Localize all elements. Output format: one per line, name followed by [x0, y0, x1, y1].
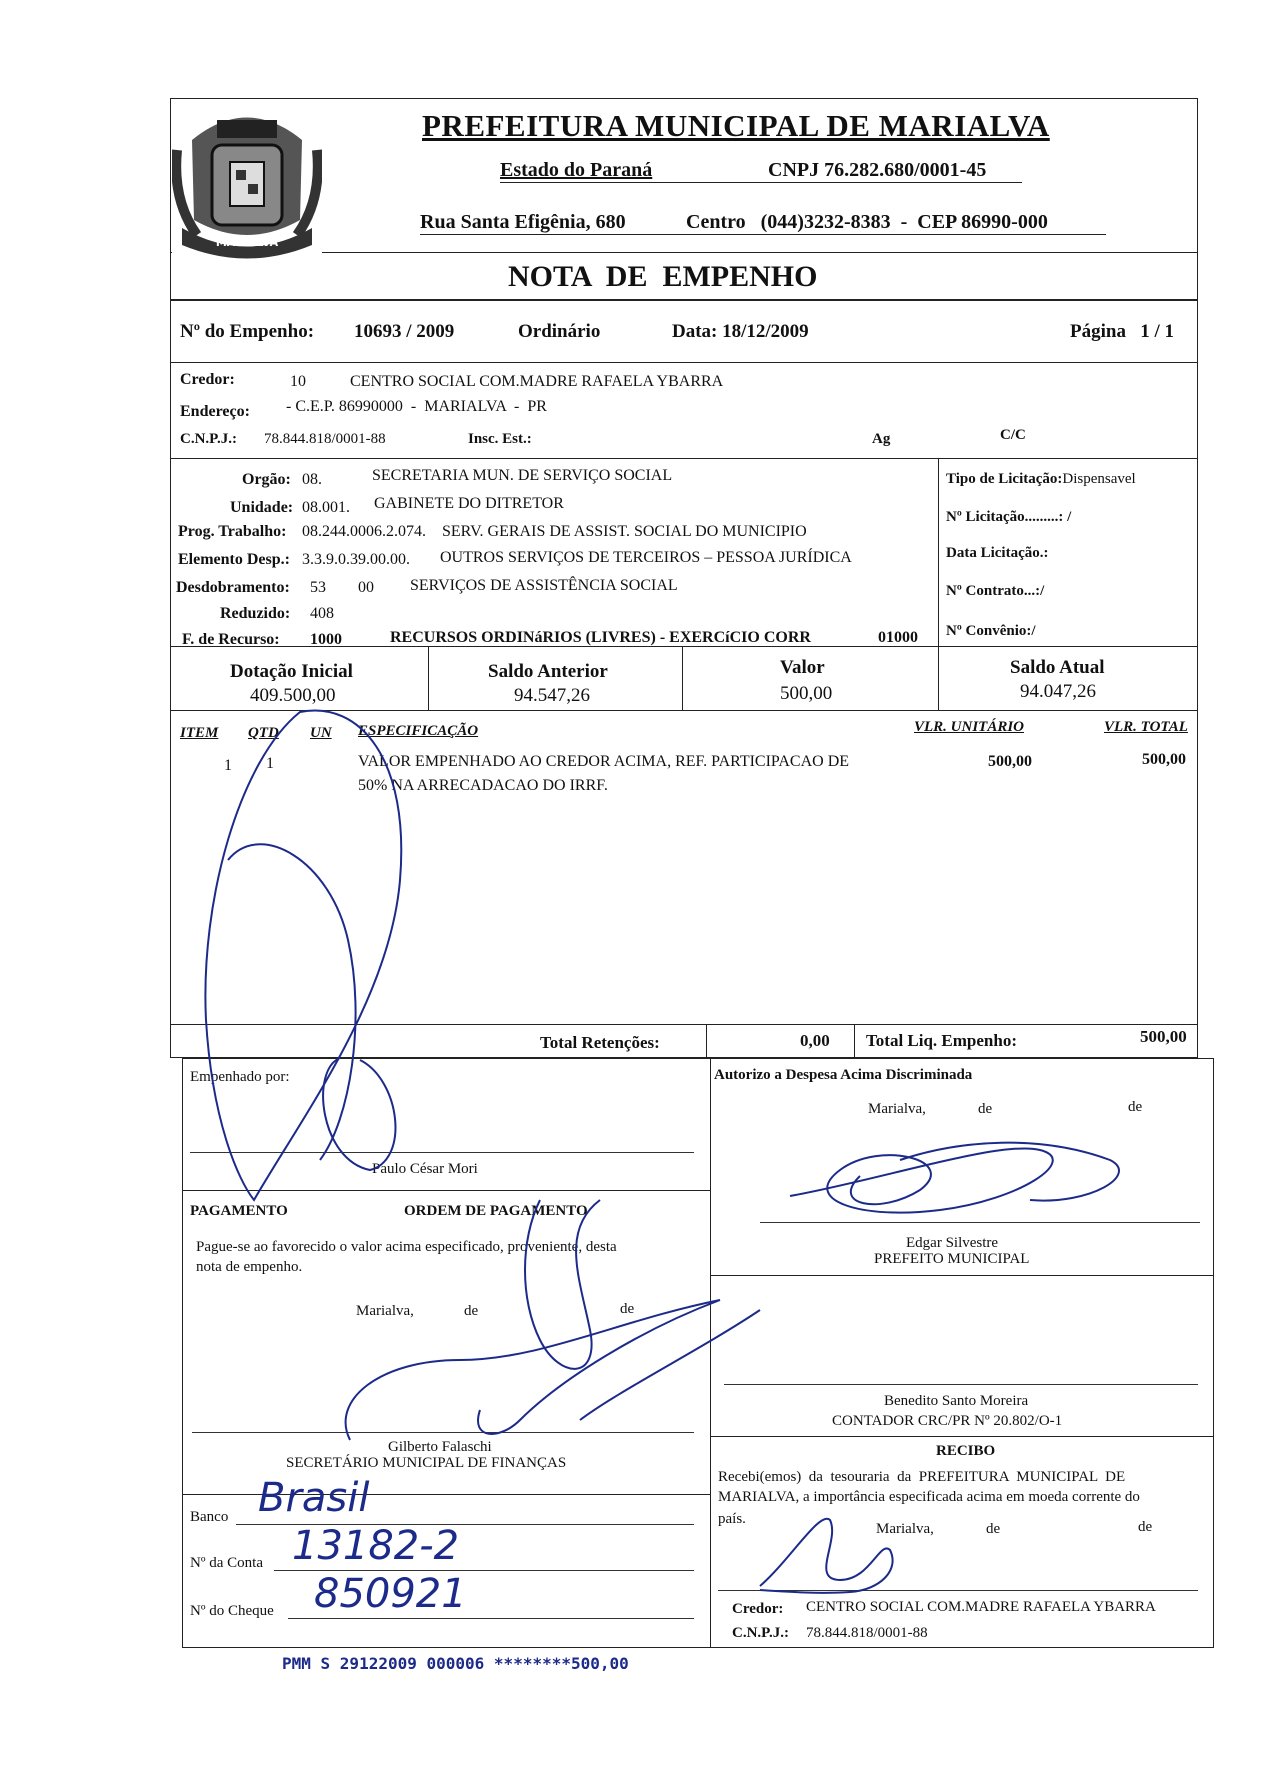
municipal-seal-icon [172, 100, 322, 260]
col-vlr-unitario: VLR. UNITÁRIO [914, 719, 1025, 735]
recibo-text-line1: Recebi(emos) da tesouraria da PREFEITURA MUNICIPAL DE [718, 1469, 1126, 1485]
recibo-text-line3: país. [718, 1511, 746, 1527]
prog-code: 08.244.0006.2.074. [302, 523, 426, 540]
recibo-text-line2: MARIALVA, a importância especificada acima em moeda corrente do [718, 1489, 1140, 1505]
signature-line [724, 1384, 1198, 1385]
recibo-title: RECIBO [936, 1443, 996, 1459]
footer-stamp: PMM S 29122009 000006 ********500,00 [282, 1654, 629, 1673]
licitacao-type-label: Tipo de Licitação:Dispensavel [946, 471, 1136, 487]
contrato-number: Nº Contrato...:/ [946, 583, 1045, 599]
ag-label: Ag [872, 431, 891, 447]
pagamento-de2: de [620, 1301, 635, 1317]
orgao-label: Orgão: [242, 471, 291, 488]
unidade-code: 08.001. [302, 499, 350, 516]
col-vlr-total: VLR. TOTAL [1104, 719, 1188, 735]
divider [938, 646, 939, 710]
elemento-label: Elemento Desp.: [178, 551, 290, 568]
address-label: Endereço: [180, 403, 250, 420]
header-contact: Centro (044)3232-8383 - CEP 86990-000 [686, 211, 1048, 233]
contador-role: CONTADOR CRC/PR Nº 20.802/O-1 [832, 1413, 1063, 1429]
divider [710, 1275, 1214, 1276]
credor-cnpj: 78.844.818/0001-88 [264, 431, 386, 447]
item-qtd: 1 [266, 755, 274, 772]
divider [428, 646, 429, 710]
divider [710, 1436, 1214, 1437]
divider [938, 458, 939, 646]
saldo-atual-label: Saldo Atual [1010, 657, 1105, 678]
reduzido-label: Reduzido: [220, 605, 291, 622]
recibo-cnpj: 78.844.818/0001-88 [806, 1625, 928, 1641]
saldo-anterior-label: Saldo Anterior [488, 661, 608, 682]
conta-value: 13182-2 [292, 1523, 460, 1569]
credor-label: Credor: [180, 371, 235, 388]
pagamento-de1: de [464, 1303, 479, 1319]
empenho-type: Ordinário [518, 321, 601, 342]
banco-value: Brasil [258, 1475, 370, 1521]
prefeito-name: Edgar Silvestre [906, 1235, 999, 1251]
dotacao-value: 409.500,00 [250, 685, 336, 706]
dotacao-label: Dotação Inicial [230, 661, 353, 682]
total-liq-label: Total Liq. Empenho: [866, 1031, 1017, 1050]
page-number: Página 1 / 1 [1070, 321, 1174, 342]
autorizo-city: Marialva, [868, 1101, 926, 1117]
recibo-cnpj-label: C.N.P.J.: [732, 1625, 789, 1641]
col-qtd: QTD [248, 725, 279, 741]
licitacao-number: Nº Licitação.........: / [946, 509, 1072, 525]
header-state: Estado do Paraná [500, 159, 653, 181]
empenhado-label: Empenhado por: [190, 1069, 290, 1085]
saldo-anterior-value: 94.547,26 [514, 685, 590, 706]
convenio-number: Nº Convênio:/ [946, 623, 1036, 639]
fonte-code: 1000 [310, 631, 342, 648]
divider [710, 1058, 711, 1648]
item-number: 1 [224, 757, 232, 774]
pagamento-text-line1: Pague-se ao favorecido o valor acima especificado, proveniente, desta [196, 1239, 617, 1255]
underline [420, 234, 1106, 235]
item-description-line2: 50% NA ARRECADACAO DO IRRF. [358, 777, 608, 794]
divider [170, 362, 1198, 363]
divider [170, 458, 1198, 459]
item-unit-value: 500,00 [988, 753, 1032, 770]
pagamento-city: Marialva, [356, 1303, 414, 1319]
col-especificacao: ESPECIFICAÇÃO [358, 723, 479, 739]
licitacao-date: Data Licitação.: [946, 545, 1049, 561]
cheque-value: 850921 [314, 1571, 467, 1617]
desdobramento-code: 53 [310, 579, 326, 596]
divider [182, 1190, 710, 1191]
doc-title: NOTA DE EMPENHO [508, 260, 818, 293]
valor-value: 500,00 [780, 683, 833, 704]
pagamento-label: PAGAMENTO [190, 1203, 288, 1219]
cc-label: C/C [1000, 427, 1026, 443]
cheque-label: Nº do Cheque [190, 1603, 274, 1619]
desdobramento-name: SERVIÇOS DE ASSISTÊNCIA SOCIAL [410, 577, 678, 594]
cheque-line [288, 1618, 694, 1619]
recibo-de1: de [986, 1521, 1001, 1537]
unidade-label: Unidade: [230, 499, 294, 516]
valor-label: Valor [780, 657, 825, 678]
insc-label: Insc. Est.: [468, 431, 532, 447]
autorizo-de1: de [978, 1101, 993, 1117]
total-retencoes-value: 0,00 [800, 1031, 830, 1050]
prog-label: Prog. Trabalho: [178, 523, 287, 540]
signature-line [190, 1152, 694, 1153]
header-cnpj: CNPJ 76.282.680/0001-45 [768, 159, 987, 181]
underline [500, 182, 1022, 183]
item-description-line1: VALOR EMPENHADO AO CREDOR ACIMA, REF. PARTICIPACAO DE [358, 753, 850, 770]
unidade-name: GABINETE DO DITRETOR [374, 495, 564, 512]
saldo-atual-value: 94.047,26 [1020, 681, 1096, 702]
recibo-credor-label: Credor: [732, 1601, 784, 1617]
banco-label: Banco [190, 1509, 229, 1525]
pagamento-text-line2: nota de empenho. [196, 1259, 303, 1275]
empenhado-name: Paulo César Mori [372, 1161, 478, 1177]
fonte-label: F. de Recurso: [182, 631, 280, 648]
elemento-name: OUTROS SERVIÇOS DE TERCEIROS – PESSOA JURÍDICA [440, 549, 852, 566]
contador-name: Benedito Santo Moreira [884, 1393, 1029, 1409]
recibo-de2: de [1138, 1519, 1153, 1535]
orgao-name: SECRETARIA MUN. DE SERVIÇO SOCIAL [372, 467, 673, 484]
fonte-name: RECURSOS ORDINáRIOS (LIVRES) - EXERCíCIO CORR [390, 629, 811, 646]
divider [682, 646, 683, 710]
secretario-name: Gilberto Falaschi [388, 1439, 492, 1455]
autorizo-de2: de [1128, 1099, 1143, 1115]
total-liq-value: 500,00 [1140, 1027, 1187, 1046]
header-title: PREFEITURA MUNICIPAL DE MARIALVA [422, 108, 1050, 143]
signature-line [192, 1432, 694, 1433]
empenho-number: 10693 / 2009 [354, 321, 455, 342]
empenho-number-label: Nº do Empenho: [180, 321, 315, 342]
ordem-pagamento-label: ORDEM DE PAGAMENTO [404, 1203, 588, 1219]
orgao-code: 08. [302, 471, 322, 488]
recibo-credor-name: CENTRO SOCIAL COM.MADRE RAFAELA YBARRA [806, 1599, 1156, 1615]
fonte-number: 01000 [878, 629, 918, 646]
item-total-value: 500,00 [1142, 751, 1186, 768]
header-divider [170, 252, 1198, 253]
recibo-city: Marialva, [876, 1521, 934, 1537]
header-address: Rua Santa Efigênia, 680 [420, 211, 626, 233]
total-retencoes-label: Total Retenções: [540, 1033, 660, 1052]
signature-line [718, 1590, 1198, 1591]
prefeito-role: PREFEITO MUNICIPAL [874, 1251, 1030, 1267]
signature-line [760, 1222, 1200, 1223]
divider [854, 1024, 855, 1058]
elemento-code: 3.3.9.0.39.00.00. [302, 551, 410, 568]
credor-address: - C.E.P. 86990000 - MARIALVA - PR [286, 398, 547, 415]
credor-name: CENTRO SOCIAL COM.MADRE RAFAELA YBARRA [350, 373, 724, 390]
credor-code: 10 [290, 373, 306, 390]
prog-name: SERV. GERAIS DE ASSIST. SOCIAL DO MUNICIPIO [442, 523, 807, 540]
desdobramento-label: Desdobramento: [176, 579, 290, 596]
divider [170, 710, 1198, 711]
col-item: ITEM [180, 725, 219, 741]
secretario-role: SECRETÁRIO MUNICIPAL DE FINANÇAS [286, 1455, 567, 1471]
divider [706, 1024, 707, 1058]
reduzido-code: 408 [310, 605, 334, 622]
conta-label: Nº da Conta [190, 1555, 263, 1571]
autorizo-label: Autorizo a Despesa Acima Discriminada [714, 1067, 973, 1083]
divider [170, 1024, 1198, 1025]
svg-text:MARIALVA: MARIALVA [215, 236, 279, 249]
desdobramento-sub: 00 [358, 579, 374, 596]
empenho-date: Data: 18/12/2009 [672, 321, 809, 342]
col-un: UN [310, 725, 332, 741]
cnpj-label: C.N.P.J.: [180, 431, 237, 447]
